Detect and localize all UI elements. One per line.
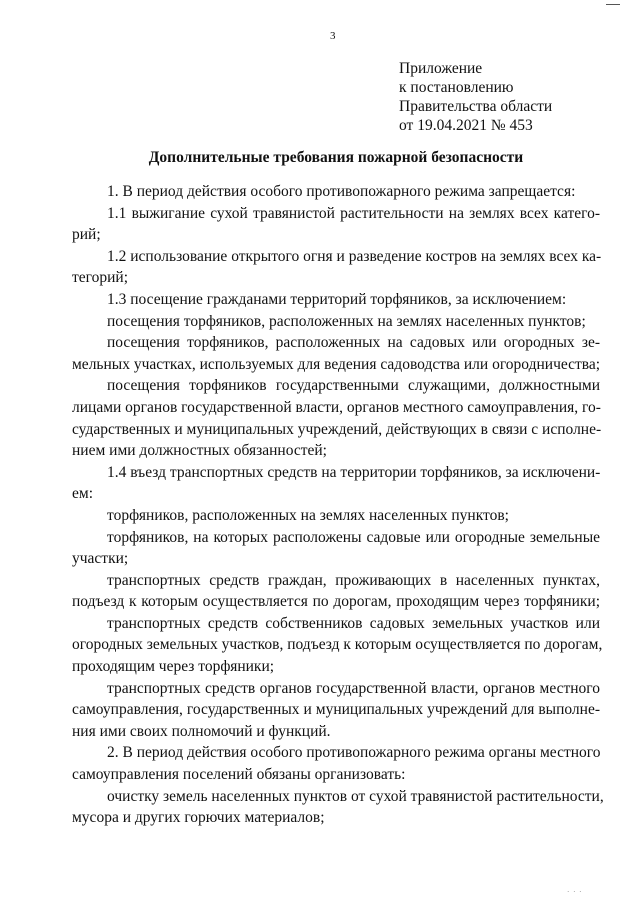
text-line: транспортных средств граждан, проживающих в населенных пунктах, — [107, 571, 600, 589]
appendix-line: от 19.04.2021 № 453 — [399, 117, 533, 134]
text-line: лицами органов государственной власти, органов местного самоуправления, го- — [72, 398, 601, 416]
text-line: торфяников, на которых расположены садовые или огородные земельные — [107, 528, 600, 546]
text-line: самоуправления поселений обязаны организовать: — [72, 766, 406, 784]
text-line: ния ими своих полномочий и функций. — [72, 722, 331, 740]
text-line: нием ими должностных обязанностей; — [72, 442, 327, 460]
text-line: 1.3 посещение гражданами территорий торфяников, за исключением: — [107, 290, 567, 308]
page-number: 3 — [330, 30, 336, 42]
appendix-line: Приложение — [399, 60, 483, 77]
text-line: транспортных средств собственников садовых земельных участков или — [107, 614, 600, 632]
text-line: участки; — [72, 550, 129, 568]
text-line: 1. В период действия особого противопожарного режима запрещается: — [107, 183, 576, 200]
text-line: рий; — [72, 226, 101, 244]
text-line: посещения торфяников, расположенных на садовых или огородных зе- — [107, 334, 600, 352]
corner-mark — [606, 0, 620, 5]
text-line: 1.2 использование открытого огня и разведение костров на землях всех ка- — [107, 247, 602, 265]
text-line: очистку земель населенных пунктов от сухой травянистой растительности, — [107, 787, 604, 805]
text-line: мельных участках, используемых для ведения садоводства или огородничества; — [72, 355, 601, 373]
text-line: проходящим через торфяники; — [72, 658, 275, 676]
document-body — [72, 181, 604, 829]
text-line: торфяников, расположенных на землях населенных пунктов; — [107, 506, 509, 524]
text-line: 1.1 выжигание сухой травянистой растительности на землях всех катего- — [107, 204, 600, 222]
appendix-block — [399, 59, 552, 135]
text-line: 2. В период действия особого противопожарного режима органы местного — [107, 744, 601, 762]
text-line: огородных земельных участков, подъезд к которым осуществляется по дорогам, — [72, 636, 603, 654]
text-line: посещения торфяников, расположенных на землях населенных пунктов; — [107, 312, 586, 330]
text-line: подъезд к которым осуществляется по дорогам, проходящим через торфяники; — [72, 593, 600, 611]
appendix-line: Правительства области — [399, 98, 553, 115]
text-line: самоуправления, государственных и муниципальных учреждений для выполне- — [72, 701, 600, 719]
text-line: сударственных и муниципальных учреждений, действующих в связи с исполне- — [72, 420, 602, 438]
text-line: посещения торфяников государственными служащими, должностными — [107, 377, 600, 395]
text-line: 1.4 въезд транспортных средств на территории торфяников, за исключени- — [107, 463, 601, 481]
text-line: ем: — [72, 485, 93, 503]
text-line: транспортных средств органов государственной власти, органов местного — [107, 679, 600, 697]
text-line: мусора и других горючих материалов; — [72, 809, 325, 827]
appendix-line: к постановлению — [399, 79, 514, 96]
text-line: тегорий; — [72, 269, 129, 287]
document-title: Дополнительные требования пожарной безопасности — [148, 149, 524, 166]
scan-mark: · · · — [567, 888, 583, 896]
